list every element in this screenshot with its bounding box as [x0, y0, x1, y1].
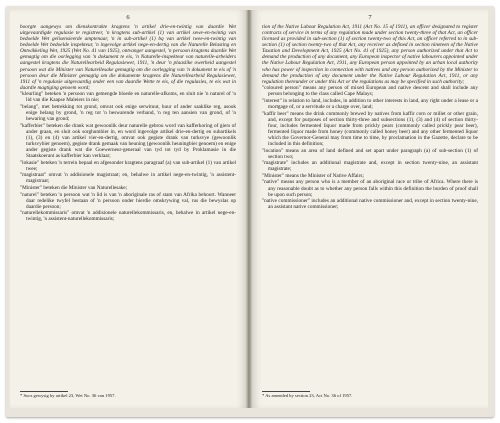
page-number: 7	[368, 14, 372, 21]
footnote-rule	[20, 391, 68, 392]
footnote: * As amended by section 23, Act No. 36 of 1957.	[262, 393, 353, 398]
definition-entry: "kleurling" beteken 'n persoon van gemengde bloede en naturelle-afkoms, en sluit nie 'n naturel of 'n lid van die Kaapse Maleiers in nie;	[20, 91, 236, 104]
left-page	[10, 10, 246, 408]
definition-entry: "kaffir beer" means the drink commonly brewed by natives from kaffir corn or millet or other grain, and, except for purposes of section thirty-three and subsections (1), (3) and (4) of section thirty-four, includes fermented liquor made from prickly pears (commonly called prickly pear beer), fermented liquor made from honey (commonly called honey beer) and any other fermented liquor which the Governor-General may from time to time, by proclamation in the Gazette, declare to be included in this definition;	[262, 110, 478, 147]
definition-entry: "lokasie" beteken 'n terrein bepaal en afgesonder kragtens paragraaf (a) van sub-artikel (1) van artikel twee;	[20, 159, 236, 172]
definition-entry: "magistraat" omvat 'n addisionele magistraat; en, behalwe in artikel nege-en-twintig, 'n assistent-magistraat;	[20, 172, 236, 185]
page-body	[20, 24, 236, 223]
open-book	[6, 6, 494, 417]
right-page	[252, 10, 488, 408]
footnote-rule	[262, 391, 310, 392]
definition-entry: "magistrate" includes an additional magistrate and, except in section twenty-nine, an assistant magistrate;	[262, 160, 478, 173]
definition-entry: "location" means an area of land defined and set apart under paragraph (a) of sub-section (1) of section two;	[262, 147, 478, 160]
definition-entry: "kafferbier" beteken die drank wat gewoonlik deur naturelle gebrou word van kafferkoring of giers of ander graan, en sluit ook sorghumbier in, en word ingevolge artikel drie-en-dertig en subartikels (1), (3) en (4) van artikel vier-en-dertig, omvat ook gegiste drank van turksvye (gewoonlik turksvybier genoem), gegiste drank gemaak van heuning (gewoonlik heuningbier genoem) en enige ander gegiste drank wat die Goewerneur-generaal van tyd tot tyd by Proklamasie in die Staatskoerant as kafferbier kan verklaar;	[20, 122, 236, 160]
definition-entry: "belang", met betrekking tot grond, omvat ook enige serwituut, huur of ander saaklike reg, asook enige belang by grond, 'n reg tot 'n beswarende verband, 'n reg ten aansien van grond, of 'n bewaring van grond;	[20, 104, 236, 123]
paragraph: boorgte aangewys om dienskontrakte kragtens 'n artikel drie-en-twintig van daardie Wet uitgevaardigde regulasie te registreer, 'n kragtens sub-artikel (1) van artikel sewe-en-twintig van bedoelde Wet gelisensieerde amptenaar, 'n in sub-artikel (1) bq van artikel twee-en-twintig van bedoelde Wet bedoelde inspekteur, 'n ingevolge artikel nege-en-dertig van die Naturelle Belasting en Ontwikkeling Wet, 1925 (Wet No. 41 van 1925), ontvanger aangestel, 'n persoon kragtens daardie Wet gemagtig om die oorlegging van 'n dokument te eis, 'n Naturelle-inspekteur van naturelle-arbeiders aangestel kragtens die Naturellearbeid Regulasiewet, 1911, 'n deur 'n plaaslike owerheid aangestel persoon wat die Minister van Naturellesake gemagtig om die oorlegging van 'n dokument te eis of 'n persoon deur die Minister gemagtig om die dokumente kragtens die Naturellearbeid Regulasiewet, 1911 of 'n regulasie uitgevaardig onder een van daardie Wette te eis, of die regulasies, te eis wat in daardie magtiging genoem word;	[20, 24, 236, 91]
footnote: * Soos gewysig by artikel 23, Wet No. 36 van 1957.	[20, 393, 116, 398]
definition-entry: "coloured person" means any person of mixed European and native descent and shall include any person belonging to the class called Cape Malays;	[262, 85, 478, 98]
paragraph: tion of the Native Labour Regulation Act, 1911 (Act No. 15 of 1911), an officer designated to register contracts of service in terms of any regulation made under section twenty-three of that Act, an officer licensed as provided in sub-section (1) of section twenty-two of this Act, an officer referred to in sub-section (1) of section twenty-two of that Act, any receiver as defined in section nineteen of the Native Taxation and Development Act, 1925 (Act No. 41 of 1925), any person authorized under that Act to demand the production of any document, any European inspector of native labourers appointed under the Native Labour Regulation Act, 1911, any European person appointed by an urban local authority who has power of inspection in connection with natives and any person authorized by the Minister to demand the production of any document under the Native Labour Regulation Act, 1911, or any regulation thereunder or under this Act or the regulations as may be specified in such authority;	[262, 24, 478, 85]
page-number: 6	[126, 14, 130, 21]
definition-entry: "Minister" beteken die Minister van Naturellesake;	[20, 185, 128, 192]
definition-entry: "interest" in relation to land, includes, in addition to other interests in land, any right under a lease or a mortgage of, or a servitude or a charge over, land;	[262, 97, 478, 111]
definition-entry: "native commissioner" includes an additional native commissioner and, except in section twenty-nine, an assistant native commissioner;	[262, 198, 478, 211]
definition-entry: "Minister" means the Minister of Native Affairs;	[262, 172, 364, 179]
definition-entry: "naturellekommissaris" omvat 'n addisionele naturellekommissaris, en, behalwe in artikel nege-en-twintig, 'n assistent-naturellekommissaris;	[20, 210, 236, 223]
definition-entry: "naturel" beteken 'n persoon wat 'n lid is van 'n aboriginale ras of stam van Afrika behoort. Wanneer daar redelike twyfel bestaan of 'n persoon onder hierdie omskrywing val, rus die bewyslas op daardie persoon;	[20, 191, 236, 210]
definition-entry: "native" means any person who is a member of an aboriginal race or tribe of Africa. Where there is any reasonable doubt as to whether any person falls within this definition the burden of proof shall be upon such person;	[262, 179, 478, 198]
page-body	[262, 24, 478, 210]
